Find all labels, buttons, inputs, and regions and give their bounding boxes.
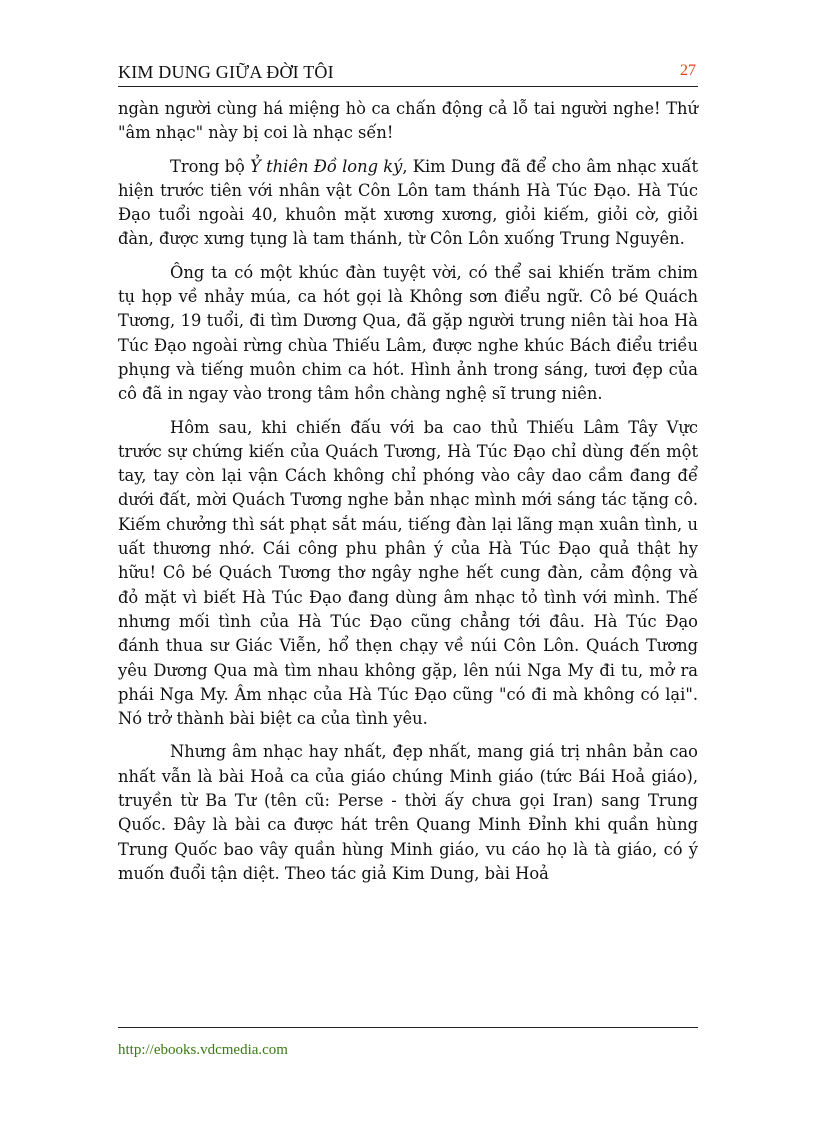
paragraph-3 — [118, 261, 698, 407]
paragraph-4 — [118, 416, 698, 732]
paragraph-1 — [118, 97, 698, 146]
page-body — [118, 97, 698, 895]
paragraph-text: Ông ta có một khúc đàn tuyệt vời, có thể sai khiến trăm chim tụ họp về nhảy múa, ca hót gọi là Không sơn điểu ngữ. Cô bé Quách Tương, 19 tuổi, đi tìm Dương Qua, đã gặp người trung niên tài hoa Hà Túc Đạo ngoài rừng chùa Thiếu Lâm, được nghe khúc Bách điểu triều phụng và tiếng muôn chim ca hót. Hình ảnh trong sáng, tươi đẹp của cô đã in ngay vào trong tâm hồn chàng nghệ sĩ trung niên. — [118, 262, 698, 404]
book-title: KIM DUNG GIỮA ĐỜI TÔI — [118, 62, 334, 82]
paragraph-text: , Kim Dung đã để cho âm nhạc xuất hiện trước tiên với nhân vật Côn Lôn tam thánh Hà Túc Đạo. Hà Túc Đạo tuổi ngoài 40, khuôn mặt xương xương, giỏi kiếm, giỏi cờ, giỏi đàn, được xưng tụng là tam thánh, từ Côn Lôn xuống Trung Nguyên. — [118, 156, 698, 249]
paragraph-text: Hôm sau, khi chiến đấu với ba cao thủ Thiếu Lâm Tây Vực trước sự chứng kiến của Quách Tương, Hà Túc Đạo chỉ dùng đến một tay, tay còn lại vận Cách không chỉ phóng vào cây dao cầm đang để dưới đất, mời Quách Tương nghe bản nhạc mình mới sáng tác tặng cô. Kiếm chưởng thì sát phạt sắt máu, tiếng đàn lại lãng mạn xuân tình, u uất thương nhớ. Cái công phu phân ý của Hà Túc Đạo quả thật hy hữu! Cô bé Quách Tương thơ ngây nghe hết cung đàn, cảm động và đỏ mặt vì biết Hà Túc Đạo đang dùng âm nhạc tỏ tình với mình. Thế nhưng mối tình của Hà Túc Đạo cũng chẳng tới đâu. Hà Túc Đạo đánh thua sư Giác Viễn, hổ thẹn chạy về núi Côn Lôn. Quách Tương yêu Dương Qua mà tìm nhau không gặp, lên núi Nga My đi tu, mở ra phái Nga My. Âm nhạc của Hà Túc Đạo cũng "có đi mà không có lại". Nó trở thành bài biệt ca của tình yêu. — [118, 417, 698, 729]
paragraph-text: Trong bộ — [170, 156, 251, 176]
book-title-italic: Ỷ thiên Đồ long ký — [250, 156, 403, 176]
paragraph-5 — [118, 740, 698, 886]
paragraph-text: Nhưng âm nhạc hay nhất, đẹp nhất, mang giá trị nhân bản cao nhất vẫn là bài Hoả ca của giáo chúng Minh giáo (tức Bái Hoả giáo), truyền từ Ba Tư (tên cũ: Perse - thời ấy chưa gọi Iran) sang Trung Quốc. Đây là bài ca được hát trên Quang Minh Đỉnh khi quần hùng Trung Quốc bao vây quần hùng Minh giáo, vu cáo họ là tà giáo, có ý muốn đuổi tận diệt. Theo tác giả Kim Dung, bài Hoả — [118, 742, 698, 883]
running-header — [118, 60, 698, 87]
paragraph-2 — [118, 155, 698, 252]
footer-website-link[interactable]: http://ebooks.vdcmedia.com — [118, 1042, 288, 1058]
footer-divider — [118, 1027, 698, 1028]
page-number: 27 — [680, 62, 696, 79]
paragraph-text: ngàn người cùng há miệng hò ca chấn động cả lỗ tai người nghe! Thứ "âm nhạc" này bị coi là nhạc sến! — [118, 99, 698, 143]
